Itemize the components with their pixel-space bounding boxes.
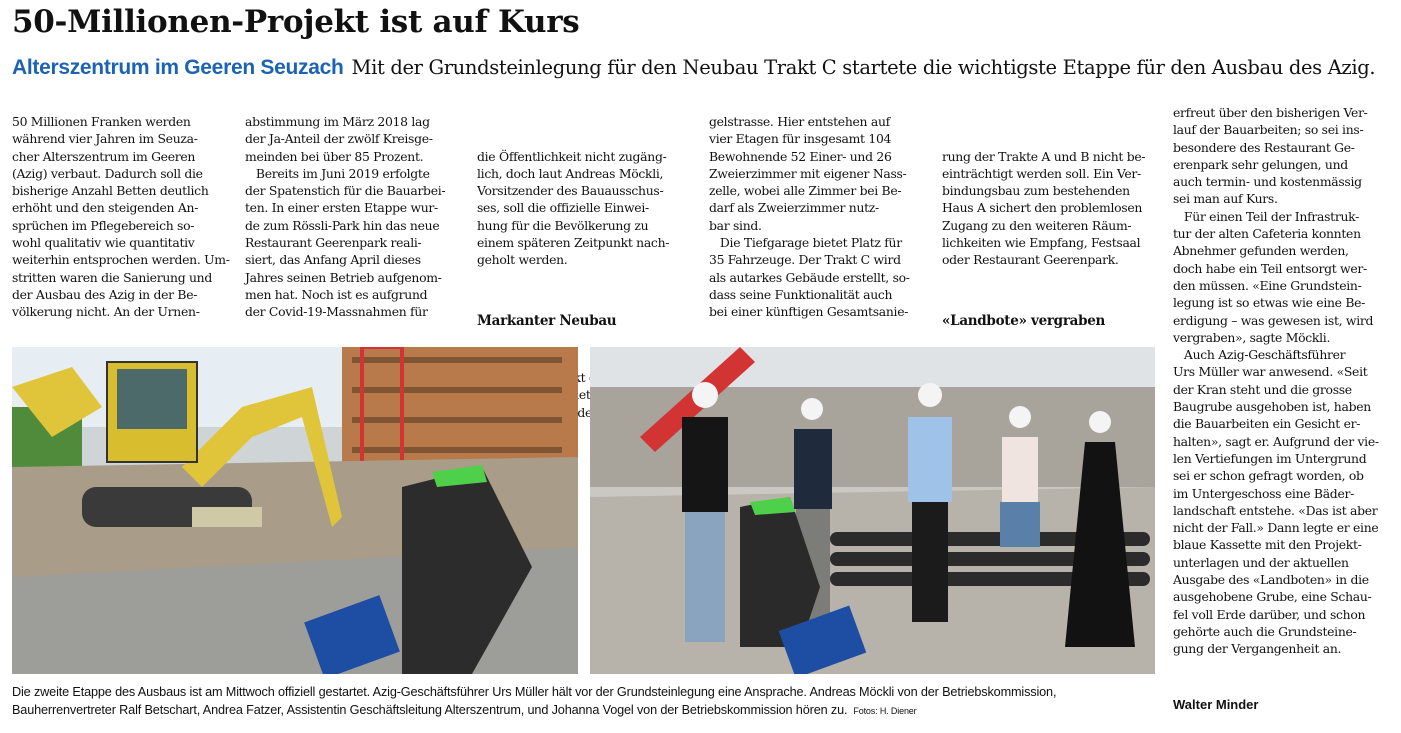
column-text: erfreut über den bisherigen Ver- lauf der Bauarbeiten; so sei ins- besondere des Restaurant Ge- erenpark sehr gelungen, und auch termin- und kostenmässig sei man auf Kurs. Für einen Teil der Infrastruk- tur der alten Cafeteria konnten Abnehmer gefunden werden, doch habe ein Teil entsorgt wer- den müssen. «Eine Grundstein- legung ist so etwas wie eine Be- erdigung – was gewesen ist, wird vergraben», sagte Möckli. Auch Azig-Geschäftsführer Urs Müller war anwesend. «Seit der Kran steht und die grosse Baugrube ausgehoben ist, haben die Bauarbeiten ein Gesicht er- halten», sagt er. Aufgrund der vie- len Vertiefungen im Untergrund sei er schon gefragt worden, ob im Untergeschoss eine Bäder- landschaft entstehe. «Das ist aber nicht der Fall.» Dann legte er eine blaue Kassette mit den Projekt- unterlagen und der aktuellen Ausgabe des «Landboten» in die ausgehobene Grube, eine Schau- fel voll Erde darüber, und schon gehörte auch die Grundsteine- gung der Vergangenheit an.	[1173, 105, 1379, 657]
column-text: rung der Trakte A und B nicht be- einträchtigt werden soll. Ein Ver- bindungsbau zum bestehenden Haus A sichert den problemlosen Zugang zu den weiteren Räum- lichkeiten wie Empfang, Festsaal oder Restaurant Geerenpark.	[942, 148, 1146, 268]
subheading-markanter-neubau: Markanter Neubau	[477, 313, 617, 330]
deck: Mit der Grundsteinlegung für den Neubau Trakt C startete die wichtigste Etappe für den Ausbau des Azig.	[351, 56, 1376, 79]
photo-excavator	[12, 347, 578, 674]
article-column-4	[709, 113, 921, 321]
article-column-6	[1173, 104, 1385, 658]
article-column-2	[245, 113, 457, 321]
subheading-landbote-vergraben: «Landbote» vergraben	[942, 313, 1106, 330]
headline: 50-Millionen-Projekt ist auf Kurs	[12, 4, 580, 40]
photo-credit: Fotos: H. Diener	[853, 706, 917, 716]
column-text: die Öffentlichkeit nicht zugäng- lich, doch laut Andreas Möckli, Vorsitzender des Bauausschus- ses, soll die offizielle Einwei- hung für die Bevölkerung zu einem späteren Zeitpunkt nach- geholt werden.	[477, 148, 670, 268]
kicker: Alterszentrum im Geeren Seuzach	[12, 56, 344, 79]
column-text: gelstrasse. Hier entstehen auf vier Etagen für insgesamt 104 Bewohnende 52 Einer- und 26 Zweierzimmer mit eigener Nass- zelle, wobei alle Zimmer bei Be- darf als Zweierzimmer nutz- bar sind. Die Tiefgarage bietet Platz für 35 Fahrzeuge. Der Trakt C wird als autarkes Gebäude erstellt, so- dass seine Funktionalität auch bei einer künftigen Gesamtsanie-	[709, 114, 910, 320]
column-text: der	[577, 404, 598, 420]
caption-text: Die zweite Etappe des Ausbaus ist am Mittwoch offiziell gestartet. Azig-Geschäftsführer Urs Müller hält vor der Grundsteinlegung eine Ansprache. Andreas Möckli von der Betriebskommission, Bauherrenvertreter Ralf Betschart, Andrea Fatzer, Assistentin Geschäftsleitung Alterszentrum, und Johanna Vogel von der Betriebskommission hören zu.	[12, 685, 1057, 717]
photo-group-hard-hats	[590, 347, 1155, 674]
byline: Walter Minder	[1173, 697, 1259, 712]
column-text: 50 Millionen Franken werden während vier Jahren im Seuza- cher Alterszentrum im Geeren (Azig) verbaut. Dadurch soll die bisherige Anzahl Betten deutlich erhöht und den steigenden An- sprüchen im Pflegebereich so- wohl qualitativ wie quantitativ weiterhin entsprochen werden. Um- stritten waren die Sanierung und der Ausbau des Azig in der Be- völkerung nicht. An der Urnen-	[12, 114, 230, 320]
column-text: abstimmung im März 2018 lag der Ja-Anteil der zwölf Kreisge- meinden bei über 85 Prozent. Bereits im Juni 2019 erfolgte der Spatenstich für die Bauarbei- ten. In einer ersten Etappe wur- de zum Rössli-Park hin das neue Restaurant Geerenpark reali- siert, das Anfang April dieses Jahres seinen Betrieb aufgenom- men hat. Noch ist es aufgrund der Covid-19-Massnahmen für	[245, 114, 446, 320]
subline	[12, 56, 1375, 80]
photo-caption	[12, 683, 1162, 720]
article-column-1	[12, 113, 230, 321]
